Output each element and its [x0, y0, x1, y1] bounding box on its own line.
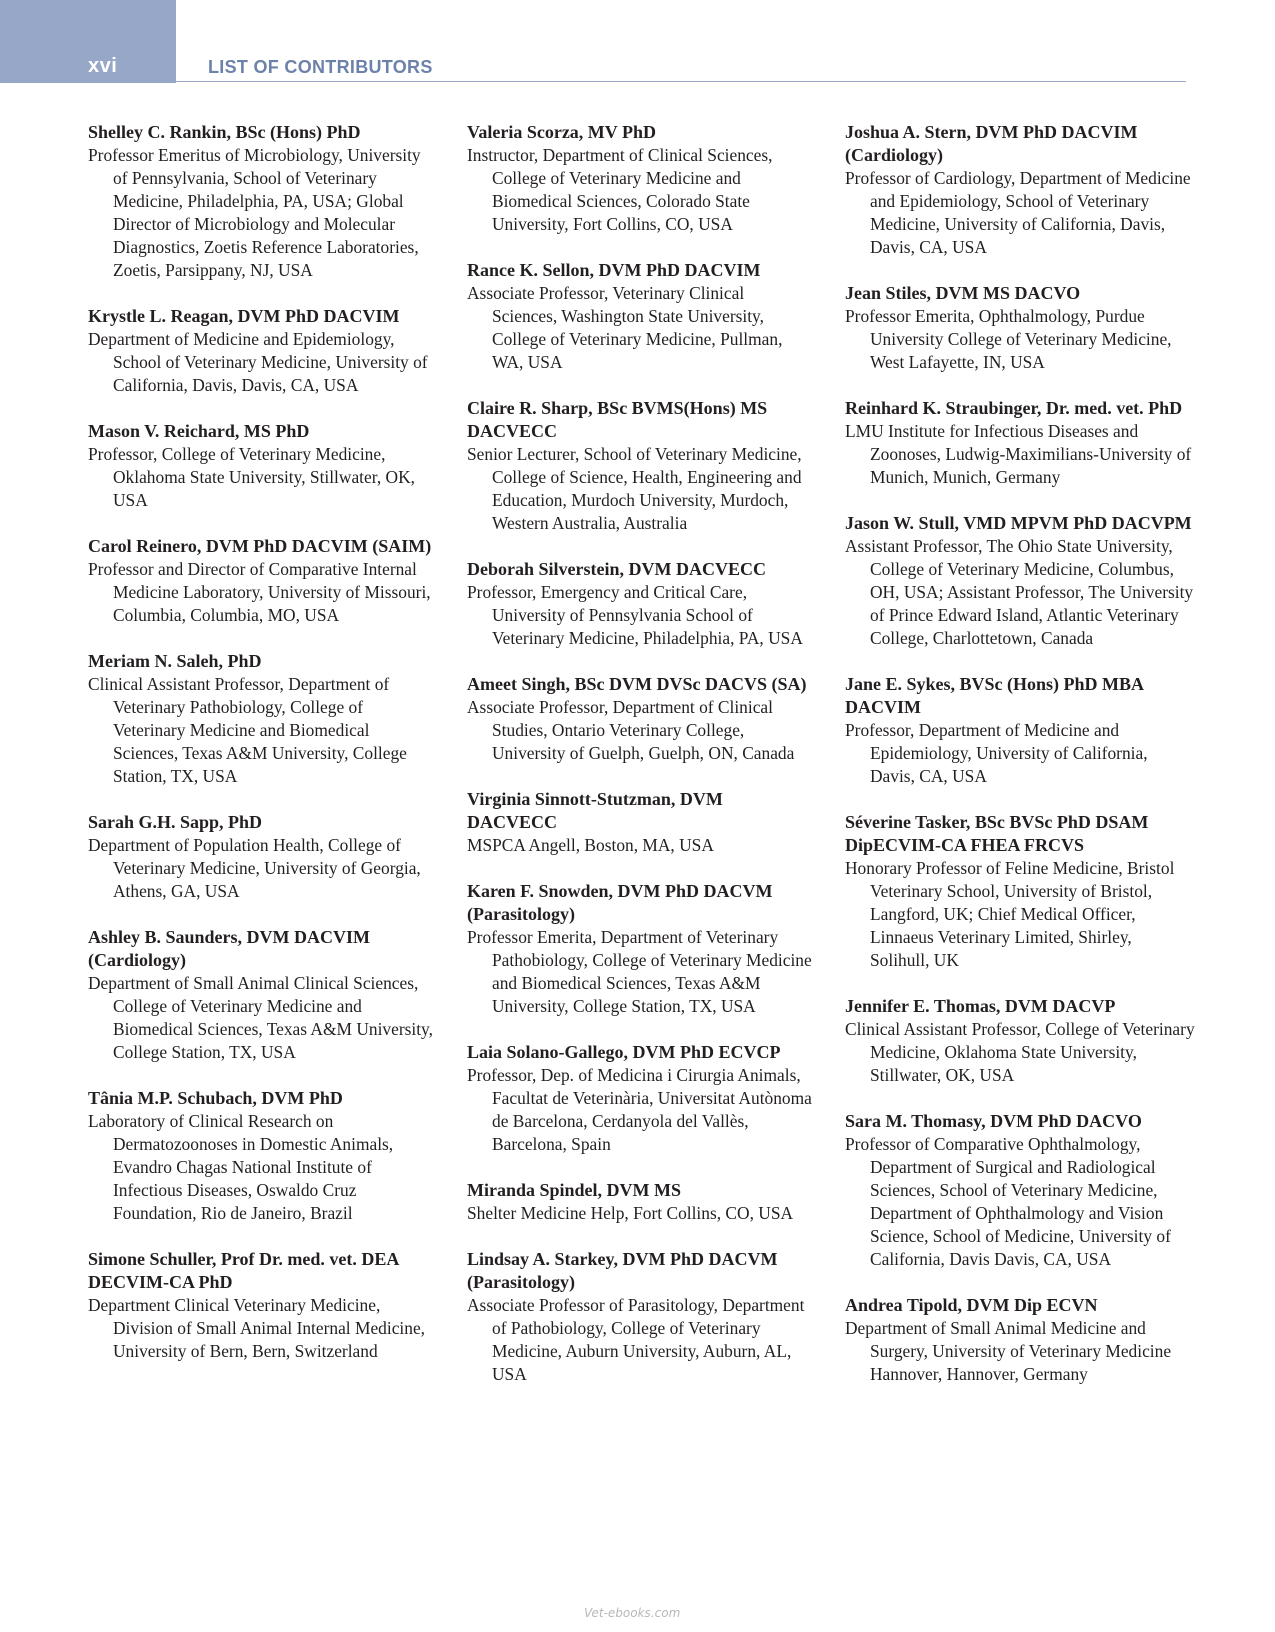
contributor-entry [88, 420, 433, 512]
contributor-name: Shelley C. Rankin, BSc (Hons) PhD [88, 122, 361, 142]
contributor-name: Joshua A. Stern, DVM PhD DACVIM (Cardiology) [845, 122, 1138, 165]
contributor-entry [467, 259, 812, 374]
contributor-affiliation: Professor of Comparative Ophthalmology, Department of Surgical and Radiological Sciences, School of Veterinary Medicine, Department of Ophthalmology and Vision Science, School of Medicine, University of California, Davis Davis, CA, USA [845, 1134, 1171, 1269]
contributor-affiliation: Associate Professor, Department of Clinical Studies, Ontario Veterinary College, University of Guelph, Guelph, ON, Canada [467, 697, 795, 763]
contributor-affiliation: Professor and Director of Comparative Internal Medicine Laboratory, University of Missouri, Columbia, Columbia, MO, USA [88, 559, 431, 625]
contributor-affiliation: Honorary Professor of Feline Medicine, Bristol Veterinary School, University of Bristol, Langford, UK; Chief Medical Officer, Linnaeus Veterinary Limited, Shirley, Solihull, UK [845, 858, 1175, 970]
contributor-name: Jane E. Sykes, BVSc (Hons) PhD MBA DACVIM [845, 674, 1144, 717]
contributor-entry [845, 1110, 1195, 1271]
contributor-affiliation: Professor, Emergency and Critical Care, University of Pennsylvania School of Veterinary Medicine, Philadelphia, PA, USA [467, 582, 803, 648]
contributor-entry [88, 535, 433, 627]
contributor-name: Jennifer E. Thomas, DVM DACVP [845, 996, 1116, 1016]
contributor-entry [467, 1179, 812, 1225]
contributor-name: Deborah Silverstein, DVM DACVECC [467, 559, 766, 579]
contributor-affiliation: MSPCA Angell, Boston, MA, USA [467, 835, 714, 855]
contributor-name: Virginia Sinnott-Stutzman, DVM DACVECC [467, 789, 723, 832]
contributor-affiliation: Laboratory of Clinical Research on Dermatozoonoses in Domestic Animals, Evandro Chagas National Institute of Infectious Diseases, Oswaldo Cruz Foundation, Rio de Janeiro, Brazil [88, 1111, 394, 1223]
contributor-affiliation: Associate Professor of Parasitology, Department of Pathobiology, College of Veterinary Medicine, Auburn University, Auburn, AL, USA [467, 1295, 805, 1384]
contributors-column-1 [88, 121, 433, 1386]
contributor-entry [467, 397, 812, 535]
contributor-affiliation: Professor Emerita, Ophthalmology, Purdue University College of Veterinary Medicine, West Lafayette, IN, USA [845, 306, 1172, 372]
contributor-name: Krystle L. Reagan, DVM PhD DACVIM [88, 306, 400, 326]
contributor-entry [467, 880, 812, 1018]
page-number: xvi [88, 55, 118, 77]
contributor-entry [845, 673, 1195, 788]
contributor-affiliation: Professor of Cardiology, Department of Medicine and Epidemiology, School of Veterinary Medicine, University of California, Davis, Davis, CA, USA [845, 168, 1191, 257]
contributor-name: Claire R. Sharp, BSc BVMS(Hons) MS DACVECC [467, 398, 768, 441]
contributor-name: Carol Reinero, DVM PhD DACVIM (SAIM) [88, 536, 432, 556]
contributor-entry [845, 397, 1195, 489]
contributor-entry [845, 811, 1195, 972]
contributor-name: Reinhard K. Straubinger, Dr. med. vet. PhD [845, 398, 1183, 418]
contributor-entry [845, 121, 1195, 259]
contributor-entry [467, 121, 812, 236]
contributor-entry [845, 1294, 1195, 1386]
contributor-name: Jean Stiles, DVM MS DACVO [845, 283, 1081, 303]
contributor-affiliation: Professor Emerita, Department of Veterinary Pathobiology, College of Veterinary Medicine and Biomedical Sciences, Texas A&M University, College Station, TX, USA [467, 927, 812, 1016]
contributor-entry [88, 650, 433, 788]
contributor-entry [467, 1248, 812, 1386]
contributor-affiliation: LMU Institute for Infectious Diseases and Zoonoses, Ludwig-Maximilians-University of Munich, Munich, Germany [845, 421, 1192, 487]
contributor-affiliation: Professor, College of Veterinary Medicine, Oklahoma State University, Stillwater, OK, USA [88, 444, 415, 510]
contributor-name: Andrea Tipold, DVM Dip ECVN [845, 1295, 1098, 1315]
contributor-name: Mason V. Reichard, MS PhD [88, 421, 310, 441]
contributor-affiliation: Department of Small Animal Clinical Sciences, College of Veterinary Medicine and Biomedical Sciences, Texas A&M University, College Station, TX, USA [88, 973, 433, 1062]
contributor-entry [467, 558, 812, 650]
running-head: LIST OF CONTRIBUTORS [208, 57, 433, 77]
contributor-name: Sarah G.H. Sapp, PhD [88, 812, 263, 832]
watermark: Vet-ebooks.com [584, 1606, 681, 1620]
contributor-affiliation: Department of Small Animal Medicine and Surgery, University of Veterinary Medicine Hannover, Hannover, Germany [845, 1318, 1172, 1384]
contributor-name: Karen F. Snowden, DVM PhD DACVM (Parasitology) [467, 881, 773, 924]
contributors-column-2 [467, 121, 812, 1409]
contributor-entry [88, 926, 433, 1064]
contributor-affiliation: Department Clinical Veterinary Medicine, Division of Small Animal Internal Medicine, University of Bern, Bern, Switzerland [88, 1295, 426, 1361]
contributor-name: Laia Solano-Gallego, DVM PhD ECVCP [467, 1042, 781, 1062]
contributor-affiliation: Department of Medicine and Epidemiology, School of Veterinary Medicine, University of California, Davis, Davis, CA, USA [88, 329, 428, 395]
contributor-entry [467, 788, 812, 857]
contributor-affiliation: Professor Emeritus of Microbiology, University of Pennsylvania, School of Veterinary Medicine, Philadelphia, PA, USA; Global Director of Microbiology and Molecular Diagnostics, Zoetis Reference Laboratories, Zoetis, Parsippany, NJ, USA [88, 145, 421, 280]
contributor-entry [88, 121, 433, 282]
contributor-name: Lindsay A. Starkey, DVM PhD DACVM (Parasitology) [467, 1249, 778, 1292]
contributor-entry [845, 512, 1195, 650]
contributor-affiliation: Clinical Assistant Professor, Department of Veterinary Pathobiology, College of Veterinary Medicine and Biomedical Sciences, Texas A&M University, College Station, TX, USA [88, 674, 407, 786]
contributor-affiliation: Shelter Medicine Help, Fort Collins, CO, USA [467, 1203, 794, 1223]
contributor-entry [88, 1248, 433, 1363]
contributor-affiliation: Senior Lecturer, School of Veterinary Medicine, College of Science, Health, Engineering and Education, Murdoch University, Murdoch, Western Australia, Australia [467, 444, 802, 533]
contributor-name: Sara M. Thomasy, DVM PhD DACVO [845, 1111, 1142, 1131]
contributors-column-3 [845, 121, 1195, 1409]
contributor-name: Jason W. Stull, VMD MPVM PhD DACVPM [845, 513, 1192, 533]
contributor-affiliation: Professor, Department of Medicine and Epidemiology, University of California, Davis, CA, USA [845, 720, 1148, 786]
contributor-name: Séverine Tasker, BSc BVSc PhD DSAM DipECVIM-CA FHEA FRCVS [845, 812, 1149, 855]
contributor-entry [467, 673, 812, 765]
contributor-name: Ashley B. Saunders, DVM DACVIM (Cardiology) [88, 927, 371, 970]
contributor-name: Simone Schuller, Prof Dr. med. vet. DEA DECVIM-CA PhD [88, 1249, 399, 1292]
contributor-name: Valeria Scorza, MV PhD [467, 122, 656, 142]
contributor-entry [845, 995, 1195, 1087]
contributor-entry [88, 1087, 433, 1225]
contributor-affiliation: Professor, Dep. of Medicina i Cirurgia Animals, Facultat de Veterinària, Universitat Autònoma de Barcelona, Cerdanyola del Vallès, Barcelona, Spain [467, 1065, 812, 1154]
contributor-name: Ameet Singh, BSc DVM DVSc DACVS (SA) [467, 674, 807, 694]
contributor-entry [88, 305, 433, 397]
contributor-name: Miranda Spindel, DVM MS [467, 1180, 682, 1200]
contributor-affiliation: Instructor, Department of Clinical Sciences, College of Veterinary Medicine and Biomedical Sciences, Colorado State University, Fort Collins, CO, USA [467, 145, 773, 234]
contributor-affiliation: Department of Population Health, College of Veterinary Medicine, University of Georgia, Athens, GA, USA [88, 835, 421, 901]
contributor-name: Meriam N. Saleh, PhD [88, 651, 262, 671]
contributor-affiliation: Associate Professor, Veterinary Clinical Sciences, Washington State University, College of Veterinary Medicine, Pullman, WA, USA [467, 283, 783, 372]
contributor-affiliation: Assistant Professor, The Ohio State University, College of Veterinary Medicine, Columbus, OH, USA; Assistant Professor, The University of Prince Edward Island, Atlantic Veterinary College, Charlottetown, Canada [845, 536, 1194, 648]
contributor-name: Rance K. Sellon, DVM PhD DACVIM [467, 260, 761, 280]
contributor-entry [845, 282, 1195, 374]
contributor-entry [88, 811, 433, 903]
contributor-affiliation: Clinical Assistant Professor, College of Veterinary Medicine, Oklahoma State University, Stillwater, OK, USA [845, 1019, 1195, 1085]
contributor-name: Tânia M.P. Schubach, DVM PhD [88, 1088, 343, 1108]
header-rule [176, 81, 1186, 82]
contributor-entry [467, 1041, 812, 1156]
